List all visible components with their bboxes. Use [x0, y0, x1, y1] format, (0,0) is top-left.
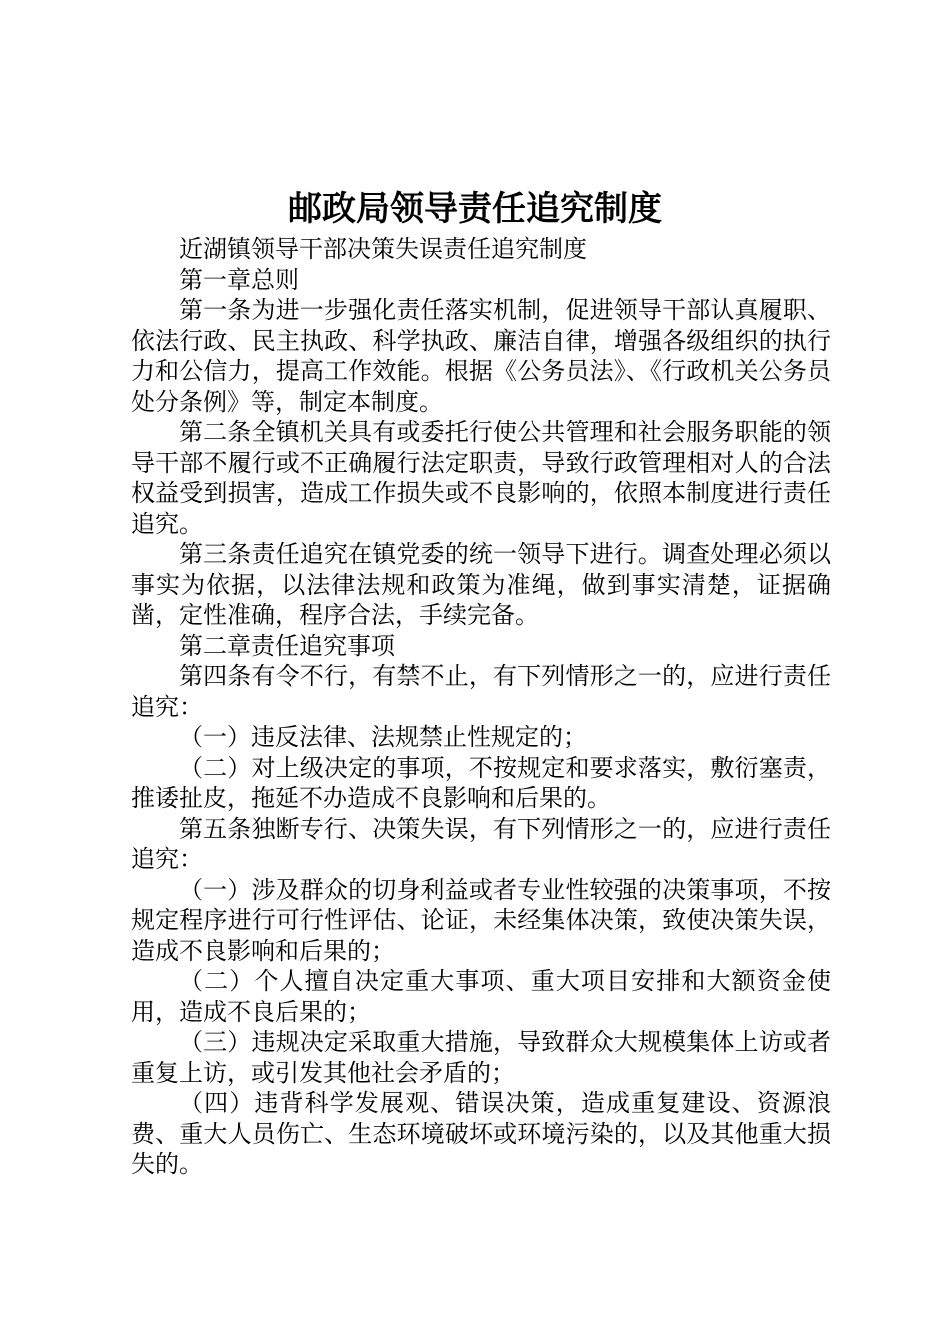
list-item-paragraph: （二）个人擅自决定重大事项、重大项目安排和大额资金使用，造成不良后果的；	[131, 967, 831, 1026]
article-paragraph: 第三条责任追究在镇党委的统一领导下进行。调查处理必须以事实为依据，以法律法规和政策为准绳，做到事实清楚，证据确凿，定性准确，程序合法，手续完备。	[131, 540, 831, 629]
chapter-heading: 第二章责任追究事项	[179, 631, 395, 660]
article-paragraph: 第一条为进一步强化责任落实机制，促进领导干部认真履职、依法行政、民主执政、科学执政、廉洁自律，增强各级组织的执行力和公信力，提高工作效能。根据《公务员法》、《行政机关公务员处分条例》等，制定本制度。	[131, 296, 831, 416]
list-item-paragraph: （三）违规决定采取重大措施，导致群众大规模集体上访或者重复上访，或引发其他社会矛盾的；	[131, 1028, 831, 1087]
chapter-heading: 第一章总则	[179, 265, 299, 294]
subtitle-line: 近湖镇领导干部决策失误责任追究制度	[179, 235, 587, 263]
document-body	[131, 234, 831, 1180]
list-item-paragraph: （一）涉及群众的切身利益或者专业性较强的决策事项，不按规定程序进行可行性评估、论证，未经集体决策，致使决策失误，造成不良影响和后果的；	[131, 875, 831, 965]
article-paragraph: 第四条有令不行，有禁不止，有下列情形之一的，应进行责任追究：	[131, 662, 831, 721]
list-item-paragraph: （二）对上级决定的事项，不按规定和要求落实，敷衍塞责，推诿扯皮，拖延不办造成不良影响和后果的。	[131, 753, 831, 812]
article-paragraph: 第五条独断专行、决策失误，有下列情形之一的，应进行责任追究：	[131, 814, 831, 873]
document-title: 邮政局领导责任追究制度	[288, 189, 662, 229]
list-item-paragraph: （一）违反法律、法规禁止性规定的；	[179, 723, 587, 751]
article-paragraph: 第二条全镇机关具有或委托行使公共管理和社会服务职能的领导干部不履行或不正确履行法定职责，导致行政管理相对人的合法权益受到损害，造成工作损失或不良影响的，依照本制度进行责任追究。	[131, 418, 831, 538]
list-item-paragraph: （四）违背科学发展观、错误决策，造成重复建设、资源浪费、重大人员伤亡、生态环境破坏或环境污染的，以及其他重大损失的。	[131, 1089, 831, 1178]
